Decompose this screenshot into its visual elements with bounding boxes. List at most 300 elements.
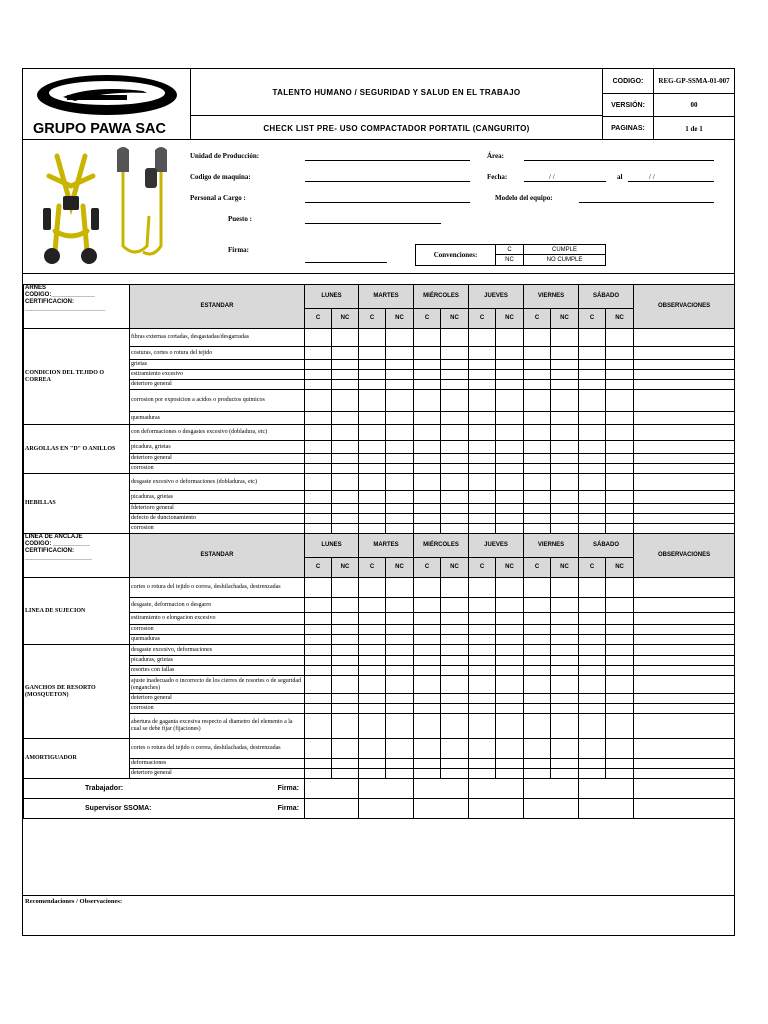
nc-checkbox[interactable] (551, 759, 579, 769)
c-checkbox[interactable] (305, 704, 332, 714)
nc-checkbox[interactable] (606, 504, 634, 514)
nc-checkbox[interactable] (386, 380, 414, 390)
nc-checkbox[interactable] (386, 635, 414, 645)
observation-cell[interactable] (634, 454, 735, 464)
nc-checkbox[interactable] (496, 645, 524, 656)
nc-checkbox[interactable] (441, 666, 469, 676)
c-checkbox[interactable] (469, 454, 496, 464)
nc-checkbox[interactable] (606, 380, 634, 390)
c-checkbox[interactable] (579, 347, 606, 360)
nc-checkbox[interactable] (606, 524, 634, 534)
c-checkbox[interactable] (305, 635, 332, 645)
c-checkbox[interactable] (359, 578, 386, 598)
observation-cell[interactable] (634, 464, 735, 474)
nc-checkbox[interactable] (606, 578, 634, 598)
c-checkbox[interactable] (414, 504, 441, 514)
c-checkbox[interactable] (469, 524, 496, 534)
c-checkbox[interactable] (579, 739, 606, 759)
nc-checkbox[interactable] (441, 360, 469, 370)
c-checkbox[interactable] (305, 347, 332, 360)
nc-checkbox[interactable] (386, 504, 414, 514)
nc-checkbox[interactable] (496, 380, 524, 390)
observation-cell[interactable] (634, 714, 735, 739)
nc-checkbox[interactable] (386, 360, 414, 370)
c-checkbox[interactable] (524, 390, 551, 412)
nc-checkbox[interactable] (551, 464, 579, 474)
c-checkbox[interactable] (579, 704, 606, 714)
c-checkbox[interactable] (579, 329, 606, 347)
signature-cell[interactable] (414, 779, 469, 799)
c-checkbox[interactable] (579, 625, 606, 635)
c-checkbox[interactable] (469, 625, 496, 635)
nc-checkbox[interactable] (496, 347, 524, 360)
c-checkbox[interactable] (359, 412, 386, 425)
c-checkbox[interactable] (305, 769, 332, 779)
nc-checkbox[interactable] (551, 491, 579, 504)
c-checkbox[interactable] (524, 329, 551, 347)
c-checkbox[interactable] (305, 613, 332, 625)
c-checkbox[interactable] (469, 329, 496, 347)
nc-checkbox[interactable] (551, 645, 579, 656)
c-checkbox[interactable] (579, 694, 606, 704)
observation-cell[interactable] (634, 474, 735, 491)
nc-checkbox[interactable] (386, 491, 414, 504)
nc-checkbox[interactable] (496, 329, 524, 347)
c-checkbox[interactable] (414, 704, 441, 714)
nc-checkbox[interactable] (386, 625, 414, 635)
nc-checkbox[interactable] (386, 666, 414, 676)
c-checkbox[interactable] (579, 360, 606, 370)
c-checkbox[interactable] (414, 578, 441, 598)
c-checkbox[interactable] (305, 491, 332, 504)
nc-checkbox[interactable] (441, 412, 469, 425)
nc-checkbox[interactable] (551, 504, 579, 514)
observation-cell[interactable] (634, 578, 735, 598)
nc-checkbox[interactable] (441, 598, 469, 613)
nc-checkbox[interactable] (551, 360, 579, 370)
nc-checkbox[interactable] (332, 412, 359, 425)
c-checkbox[interactable] (524, 645, 551, 656)
nc-checkbox[interactable] (332, 464, 359, 474)
c-checkbox[interactable] (524, 694, 551, 704)
c-checkbox[interactable] (359, 759, 386, 769)
c-checkbox[interactable] (414, 598, 441, 613)
c-checkbox[interactable] (469, 578, 496, 598)
c-checkbox[interactable] (414, 491, 441, 504)
c-checkbox[interactable] (524, 412, 551, 425)
c-checkbox[interactable] (414, 769, 441, 779)
c-checkbox[interactable] (524, 474, 551, 491)
nc-checkbox[interactable] (441, 645, 469, 656)
nc-checkbox[interactable] (606, 694, 634, 704)
nc-checkbox[interactable] (441, 370, 469, 380)
c-checkbox[interactable] (469, 514, 496, 524)
nc-checkbox[interactable] (551, 441, 579, 454)
c-checkbox[interactable] (579, 370, 606, 380)
c-checkbox[interactable] (524, 504, 551, 514)
c-checkbox[interactable] (305, 714, 332, 739)
observation-cell[interactable] (634, 666, 735, 676)
nc-checkbox[interactable] (606, 329, 634, 347)
observation-cell[interactable] (634, 694, 735, 704)
nc-checkbox[interactable] (496, 635, 524, 645)
c-checkbox[interactable] (524, 613, 551, 625)
c-checkbox[interactable] (305, 676, 332, 694)
c-checkbox[interactable] (305, 441, 332, 454)
c-checkbox[interactable] (305, 504, 332, 514)
nc-checkbox[interactable] (332, 769, 359, 779)
nc-checkbox[interactable] (386, 441, 414, 454)
observation-cell[interactable] (634, 635, 735, 645)
c-checkbox[interactable] (524, 380, 551, 390)
nc-checkbox[interactable] (496, 666, 524, 676)
c-checkbox[interactable] (469, 598, 496, 613)
puesto-field[interactable] (305, 223, 441, 224)
nc-checkbox[interactable] (606, 714, 634, 739)
c-checkbox[interactable] (524, 425, 551, 441)
c-checkbox[interactable] (469, 666, 496, 676)
nc-checkbox[interactable] (606, 464, 634, 474)
nc-checkbox[interactable] (606, 613, 634, 625)
nc-checkbox[interactable] (606, 491, 634, 504)
c-checkbox[interactable] (579, 635, 606, 645)
c-checkbox[interactable] (524, 360, 551, 370)
personal-field[interactable] (305, 202, 470, 203)
c-checkbox[interactable] (359, 625, 386, 635)
c-checkbox[interactable] (469, 645, 496, 656)
c-checkbox[interactable] (305, 514, 332, 524)
observation-cell[interactable] (634, 380, 735, 390)
nc-checkbox[interactable] (551, 412, 579, 425)
nc-checkbox[interactable] (551, 380, 579, 390)
observation-cell[interactable] (634, 491, 735, 504)
c-checkbox[interactable] (414, 329, 441, 347)
c-checkbox[interactable] (524, 441, 551, 454)
observation-cell[interactable] (634, 370, 735, 380)
nc-checkbox[interactable] (386, 598, 414, 613)
nc-checkbox[interactable] (551, 474, 579, 491)
modelo-field[interactable] (579, 202, 714, 203)
nc-checkbox[interactable] (332, 524, 359, 534)
c-checkbox[interactable] (579, 598, 606, 613)
observation-cell[interactable] (634, 425, 735, 441)
nc-checkbox[interactable] (386, 739, 414, 759)
c-checkbox[interactable] (305, 739, 332, 759)
c-checkbox[interactable] (359, 464, 386, 474)
nc-checkbox[interactable] (332, 360, 359, 370)
nc-checkbox[interactable] (496, 598, 524, 613)
nc-checkbox[interactable] (332, 370, 359, 380)
nc-checkbox[interactable] (441, 613, 469, 625)
c-checkbox[interactable] (359, 441, 386, 454)
observation-cell[interactable] (634, 704, 735, 714)
nc-checkbox[interactable] (551, 598, 579, 613)
nc-checkbox[interactable] (332, 645, 359, 656)
c-checkbox[interactable] (524, 464, 551, 474)
c-checkbox[interactable] (579, 656, 606, 666)
signature-cell[interactable] (469, 779, 524, 799)
nc-checkbox[interactable] (496, 504, 524, 514)
c-checkbox[interactable] (305, 694, 332, 704)
nc-checkbox[interactable] (332, 759, 359, 769)
nc-checkbox[interactable] (332, 380, 359, 390)
c-checkbox[interactable] (524, 370, 551, 380)
c-checkbox[interactable] (305, 666, 332, 676)
signature-cell[interactable] (469, 799, 524, 819)
c-checkbox[interactable] (579, 474, 606, 491)
signature-obs-cell[interactable] (634, 799, 735, 819)
nc-checkbox[interactable] (332, 454, 359, 464)
c-checkbox[interactable] (579, 464, 606, 474)
c-checkbox[interactable] (469, 441, 496, 454)
c-checkbox[interactable] (305, 645, 332, 656)
nc-checkbox[interactable] (332, 613, 359, 625)
nc-checkbox[interactable] (551, 666, 579, 676)
c-checkbox[interactable] (305, 524, 332, 534)
nc-checkbox[interactable] (332, 329, 359, 347)
c-checkbox[interactable] (414, 412, 441, 425)
nc-checkbox[interactable] (606, 739, 634, 759)
nc-checkbox[interactable] (496, 454, 524, 464)
nc-checkbox[interactable] (332, 676, 359, 694)
c-checkbox[interactable] (469, 769, 496, 779)
nc-checkbox[interactable] (332, 714, 359, 739)
nc-checkbox[interactable] (496, 694, 524, 704)
nc-checkbox[interactable] (332, 491, 359, 504)
nc-checkbox[interactable] (496, 739, 524, 759)
c-checkbox[interactable] (359, 491, 386, 504)
observation-cell[interactable] (634, 656, 735, 666)
nc-checkbox[interactable] (332, 504, 359, 514)
nc-checkbox[interactable] (551, 514, 579, 524)
nc-checkbox[interactable] (551, 454, 579, 464)
recomendaciones-section[interactable] (23, 895, 734, 935)
nc-checkbox[interactable] (386, 694, 414, 704)
c-checkbox[interactable] (579, 514, 606, 524)
nc-checkbox[interactable] (441, 524, 469, 534)
c-checkbox[interactable] (359, 769, 386, 779)
nc-checkbox[interactable] (606, 425, 634, 441)
c-checkbox[interactable] (469, 676, 496, 694)
c-checkbox[interactable] (579, 645, 606, 656)
nc-checkbox[interactable] (441, 441, 469, 454)
c-checkbox[interactable] (414, 464, 441, 474)
c-checkbox[interactable] (359, 645, 386, 656)
fecha-from-field[interactable] (524, 181, 606, 182)
c-checkbox[interactable] (305, 454, 332, 464)
c-checkbox[interactable] (414, 347, 441, 360)
c-checkbox[interactable] (305, 390, 332, 412)
nc-checkbox[interactable] (386, 769, 414, 779)
c-checkbox[interactable] (524, 514, 551, 524)
nc-checkbox[interactable] (551, 625, 579, 635)
nc-checkbox[interactable] (441, 759, 469, 769)
nc-checkbox[interactable] (441, 704, 469, 714)
nc-checkbox[interactable] (332, 514, 359, 524)
nc-checkbox[interactable] (606, 759, 634, 769)
nc-checkbox[interactable] (551, 613, 579, 625)
c-checkbox[interactable] (579, 425, 606, 441)
nc-checkbox[interactable] (386, 370, 414, 380)
signature-cell[interactable] (359, 779, 414, 799)
c-checkbox[interactable] (524, 676, 551, 694)
nc-checkbox[interactable] (496, 464, 524, 474)
nc-checkbox[interactable] (386, 613, 414, 625)
nc-checkbox[interactable] (606, 347, 634, 360)
observation-cell[interactable] (634, 412, 735, 425)
nc-checkbox[interactable] (496, 704, 524, 714)
c-checkbox[interactable] (579, 759, 606, 769)
signature-obs-cell[interactable] (634, 779, 735, 799)
c-checkbox[interactable] (359, 370, 386, 380)
nc-checkbox[interactable] (441, 739, 469, 759)
nc-checkbox[interactable] (332, 666, 359, 676)
c-checkbox[interactable] (414, 441, 441, 454)
c-checkbox[interactable] (305, 464, 332, 474)
c-checkbox[interactable] (305, 625, 332, 635)
c-checkbox[interactable] (305, 759, 332, 769)
nc-checkbox[interactable] (441, 714, 469, 739)
c-checkbox[interactable] (359, 656, 386, 666)
nc-checkbox[interactable] (551, 739, 579, 759)
c-checkbox[interactable] (414, 625, 441, 635)
nc-checkbox[interactable] (496, 714, 524, 739)
observation-cell[interactable] (634, 739, 735, 759)
c-checkbox[interactable] (469, 491, 496, 504)
nc-checkbox[interactable] (386, 759, 414, 769)
c-checkbox[interactable] (305, 656, 332, 666)
c-checkbox[interactable] (469, 425, 496, 441)
c-checkbox[interactable] (305, 578, 332, 598)
c-checkbox[interactable] (469, 464, 496, 474)
nc-checkbox[interactable] (496, 625, 524, 635)
c-checkbox[interactable] (579, 769, 606, 779)
c-checkbox[interactable] (469, 739, 496, 759)
c-checkbox[interactable] (469, 370, 496, 380)
nc-checkbox[interactable] (332, 578, 359, 598)
fecha-to-field[interactable] (628, 181, 714, 182)
c-checkbox[interactable] (359, 504, 386, 514)
nc-checkbox[interactable] (606, 412, 634, 425)
c-checkbox[interactable] (579, 390, 606, 412)
nc-checkbox[interactable] (496, 578, 524, 598)
c-checkbox[interactable] (414, 714, 441, 739)
nc-checkbox[interactable] (551, 769, 579, 779)
c-checkbox[interactable] (469, 635, 496, 645)
observation-cell[interactable] (634, 625, 735, 635)
nc-checkbox[interactable] (441, 491, 469, 504)
c-checkbox[interactable] (359, 454, 386, 464)
nc-checkbox[interactable] (386, 412, 414, 425)
c-checkbox[interactable] (414, 635, 441, 645)
c-checkbox[interactable] (469, 347, 496, 360)
nc-checkbox[interactable] (496, 412, 524, 425)
nc-checkbox[interactable] (332, 739, 359, 759)
c-checkbox[interactable] (359, 360, 386, 370)
c-checkbox[interactable] (579, 613, 606, 625)
c-checkbox[interactable] (305, 425, 332, 441)
c-checkbox[interactable] (414, 360, 441, 370)
nc-checkbox[interactable] (386, 514, 414, 524)
c-checkbox[interactable] (524, 759, 551, 769)
nc-checkbox[interactable] (332, 656, 359, 666)
nc-checkbox[interactable] (441, 390, 469, 412)
nc-checkbox[interactable] (496, 425, 524, 441)
nc-checkbox[interactable] (606, 656, 634, 666)
nc-checkbox[interactable] (386, 329, 414, 347)
c-checkbox[interactable] (359, 390, 386, 412)
nc-checkbox[interactable] (386, 425, 414, 441)
nc-checkbox[interactable] (386, 704, 414, 714)
nc-checkbox[interactable] (606, 360, 634, 370)
c-checkbox[interactable] (305, 598, 332, 613)
c-checkbox[interactable] (359, 739, 386, 759)
nc-checkbox[interactable] (332, 694, 359, 704)
c-checkbox[interactable] (359, 714, 386, 739)
firma-field[interactable] (305, 262, 387, 263)
codigo-maquina-field[interactable] (305, 181, 470, 182)
c-checkbox[interactable] (359, 380, 386, 390)
c-checkbox[interactable] (414, 390, 441, 412)
c-checkbox[interactable] (524, 704, 551, 714)
nc-checkbox[interactable] (441, 329, 469, 347)
c-checkbox[interactable] (469, 390, 496, 412)
c-checkbox[interactable] (469, 380, 496, 390)
c-checkbox[interactable] (579, 380, 606, 390)
c-checkbox[interactable] (414, 759, 441, 769)
c-checkbox[interactable] (524, 347, 551, 360)
signature-cell[interactable] (579, 799, 634, 819)
c-checkbox[interactable] (524, 769, 551, 779)
nc-checkbox[interactable] (441, 347, 469, 360)
area-field[interactable] (524, 160, 714, 161)
nc-checkbox[interactable] (496, 360, 524, 370)
c-checkbox[interactable] (414, 380, 441, 390)
nc-checkbox[interactable] (496, 514, 524, 524)
nc-checkbox[interactable] (606, 645, 634, 656)
nc-checkbox[interactable] (386, 454, 414, 464)
nc-checkbox[interactable] (551, 635, 579, 645)
nc-checkbox[interactable] (496, 656, 524, 666)
c-checkbox[interactable] (579, 441, 606, 454)
c-checkbox[interactable] (579, 666, 606, 676)
c-checkbox[interactable] (414, 370, 441, 380)
nc-checkbox[interactable] (386, 645, 414, 656)
nc-checkbox[interactable] (332, 425, 359, 441)
signature-cell[interactable] (524, 779, 579, 799)
c-checkbox[interactable] (414, 514, 441, 524)
nc-checkbox[interactable] (496, 441, 524, 454)
c-checkbox[interactable] (524, 578, 551, 598)
nc-checkbox[interactable] (551, 329, 579, 347)
c-checkbox[interactable] (579, 454, 606, 464)
c-checkbox[interactable] (469, 714, 496, 739)
c-checkbox[interactable] (305, 360, 332, 370)
observation-cell[interactable] (634, 390, 735, 412)
c-checkbox[interactable] (469, 613, 496, 625)
c-checkbox[interactable] (524, 454, 551, 464)
c-checkbox[interactable] (579, 676, 606, 694)
c-checkbox[interactable] (414, 656, 441, 666)
c-checkbox[interactable] (305, 474, 332, 491)
observation-cell[interactable] (634, 613, 735, 625)
nc-checkbox[interactable] (606, 474, 634, 491)
observation-cell[interactable] (634, 329, 735, 347)
nc-checkbox[interactable] (496, 524, 524, 534)
c-checkbox[interactable] (305, 412, 332, 425)
nc-checkbox[interactable] (606, 441, 634, 454)
nc-checkbox[interactable] (496, 390, 524, 412)
